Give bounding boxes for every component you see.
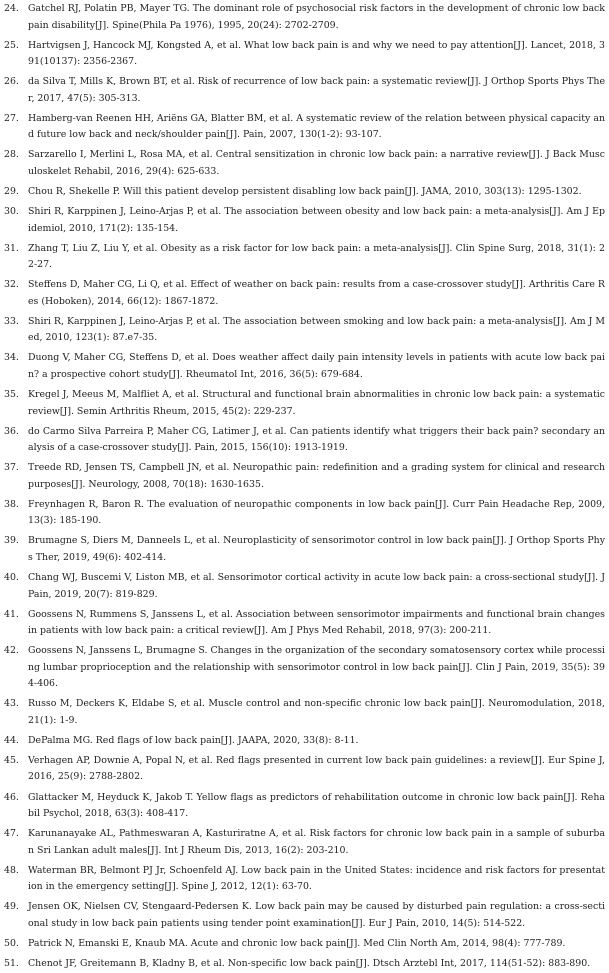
reference-number: 30.	[4, 206, 19, 218]
reference-text: da Silva T, Mills K, Brown BT, et al. Risk of recurrence of low back pain: a systematic review[J]. J Orthop Sports Phys Ther, 2017, 47(5): 305-313.	[28, 76, 605, 104]
reference-item	[4, 277, 605, 310]
reference-text: DePalma MG. Red flags of low back pain[J]. JAAPA, 2020, 33(8): 8-11.	[28, 734, 359, 746]
reference-item	[4, 936, 605, 953]
reference-item	[4, 899, 605, 932]
reference-text: Freynhagen R, Baron R. The evaluation of neuropathic components in low back pain[J]. Curr Pain Headache Rep, 2009, 13(3): 185-190.	[28, 498, 605, 527]
reference-item	[4, 204, 605, 237]
reference-item	[4, 790, 605, 823]
reference-text: Patrick N, Emanski E, Knaub MA. Acute and chronic low back pain[J]. Med Clin North Am, 2014, 98(4): 777-789.	[28, 937, 566, 949]
reference-text: Treede RD, Jensen TS, Campbell JN, et al. Neuropathic pain: redefinition and a grading system for clinical and research purposes[J]. Neurology, 2008, 70(18): 1630-1635.	[28, 462, 605, 490]
reference-number: 31.	[4, 242, 19, 254]
reference-text: Goossens N, Janssens L, Brumagne S. Changes in the organization of the secondary somatosensory cortex while processing lumbar proprioception and the relationship with sensorimotor control in low back pain[J]. Clin J Pain, 2019, 35(5): 394-406.	[28, 645, 605, 690]
reference-item	[4, 533, 605, 566]
reference-number: 39.	[4, 535, 19, 547]
reference-text: Shiri R, Karppinen J, Leino-Arjas P, et al. The association between obesity and low back pain: a meta-analysis[J]. Am J Epidemiol, 2010, 171(2): 135-154.	[28, 206, 605, 234]
reference-text: Glattacker M, Heyduck K, Jakob T. Yellow flags as predictors of rehabilitation outcome in chronic low back pain[J]. Rehabil Psychol, 2018, 63(3): 408-417.	[28, 791, 605, 820]
reference-text: Shiri R, Karppinen J, Leino-Arjas P, et al. The association between smoking and low back pain: a meta-analysis[J]. Am J Med, 2010, 123(1): 87.e7-35.	[28, 315, 605, 344]
reference-text: Sarzarello I, Merlini L, Rosa MA, et al. Central sensitization in chronic low back pain: a narrative review[J]. J Back Musculoskelet Rehabil, 2016, 29(4): 625-633.	[28, 149, 605, 177]
reference-number: 27.	[4, 112, 19, 124]
reference-item	[4, 38, 605, 71]
reference-number: 29.	[4, 185, 19, 197]
reference-item	[4, 424, 605, 457]
reference-item	[4, 753, 605, 786]
reference-number: 37.	[4, 462, 19, 474]
reference-item	[4, 350, 605, 383]
reference-number: 45.	[4, 754, 19, 766]
reference-item	[4, 826, 605, 859]
reference-text: Zhang T, Liu Z, Liu Y, et al. Obesity as a risk factor for low back pain: a meta-analysis[J]. Clin Spine Surg, 2018, 31(1): 22-27.	[28, 242, 605, 271]
reference-item	[4, 956, 605, 973]
reference-number: 40.	[4, 572, 19, 583]
reference-item	[4, 643, 605, 693]
reference-number: 49.	[4, 901, 19, 913]
reference-text: Gatchel RJ, Polatin PB, Mayer TG. The dominant role of psychosocial risk factors in the development of chronic low back pain disability[J]. Spine(Phila Pa 1976), 1995, 20(24): 2702-2709.	[28, 3, 605, 31]
reference-number: 35.	[4, 389, 19, 401]
reference-number: 28.	[4, 149, 19, 161]
reference-text: Duong V, Maher CG, Steffens D, et al. Does weather affect daily pain intensity levels in patients with acute low back pain? a prospective cohort study[J]. Rheumatol Int, 2016, 36(5): 679-684.	[28, 352, 605, 380]
reference-text: Waterman BR, Belmont PJ Jr, Schoenfeld AJ. Low back pain in the United States: incidence and risk factors for presentation in the emergency setting[J]. Spine J, 2012, 12(1): 63-70.	[28, 864, 605, 893]
reference-text: Kregel J, Meeus M, Malfliet A, et al. Structural and functional brain abnormalities in chronic low back pain: a systematic review[J]. Semin Arthritis Rheum, 2015, 45(2): 229-237.	[28, 389, 605, 417]
reference-number: 41.	[4, 608, 19, 620]
reference-item	[4, 607, 605, 640]
reference-text: Verhagen AP, Downie A, Popal N, et al. Red flags presented in current low back pain guidelines: a review[J]. Eur Spine J, 2016, 25(9): 2788-2802.	[28, 754, 605, 783]
reference-number: 34.	[4, 352, 19, 364]
reference-item	[4, 1, 605, 34]
reference-number: 50.	[4, 937, 19, 949]
reference-number: 24.	[4, 3, 19, 14]
reference-item	[4, 733, 605, 750]
reference-text: Jensen OK, Nielsen CV, Stengaard-Pedersen K. Low back pain may be caused by disturbed pain regulation: a cross-sectional study in low back pain patients using tender point examination[J]. Eur J Pain, 2010, 14(5): 514-522.	[28, 901, 605, 929]
reference-item	[4, 696, 605, 729]
reference-text: Chang WJ, Buscemi V, Liston MB, et al. Sensorimotor cortical activity in acute low back pain: a cross-sectional study[J]. J Pain, 2019, 20(7): 819-829.	[28, 572, 605, 600]
reference-number: 38.	[4, 498, 19, 510]
reference-item	[4, 241, 605, 274]
reference-number: 25.	[4, 39, 19, 51]
reference-item	[4, 111, 605, 144]
reference-text: Chou R, Shekelle P. Will this patient develop persistent disabling low back pain[J]. JAMA, 2010, 303(13): 1295-1302.	[28, 185, 582, 197]
reference-text: Chenot JF, Greitemann B, Kladny B, et al. Non-specific low back pain[J]. Dtsch Arztebl Int, 2017, 114(51-52): 883-890.	[28, 958, 591, 970]
reference-text: Steffens D, Maher CG, Li Q, et al. Effect of weather on back pain: results from a case-crossover study[J]. Arthritis Care Res (Hoboken), 2014, 66(12): 1867-1872.	[28, 279, 605, 307]
reference-item	[4, 147, 605, 180]
reference-item	[4, 570, 605, 603]
reference-item	[4, 74, 605, 107]
reference-number: 46.	[4, 791, 19, 803]
reference-item	[4, 497, 605, 530]
reference-number: 43.	[4, 698, 19, 710]
reference-text: Hamberg-van Reenen HH, Ariëns GA, Blatter BM, et al. A systematic review of the relation between physical capacity and future low back and neck/shoulder pain[J]. Pain, 2007, 130(1-2): 93-107.	[28, 112, 605, 141]
reference-item	[4, 460, 605, 493]
reference-item	[4, 863, 605, 896]
reference-number: 26.	[4, 76, 19, 88]
reference-number: 42.	[4, 645, 19, 657]
reference-number: 48.	[4, 864, 19, 876]
reference-item	[4, 387, 605, 420]
reference-text: Hartvigsen J, Hancock MJ, Kongsted A, et al. What low back pain is and why we need to pay attention[J]. Lancet, 2018, 391(10137): 2356-2367.	[28, 39, 605, 68]
reference-number: 33.	[4, 315, 19, 327]
reference-number: 44.	[4, 734, 19, 746]
reference-text: Brumagne S, Diers M, Danneels L, et al. Neuroplasticity of sensorimotor control in low back pain[J]. J Orthop Sports Phys Ther, 2019, 49(6): 402-414.	[28, 535, 605, 563]
reference-text: Karunanayake AL, Pathmeswaran A, Kasturiratne A, et al. Risk factors for chronic low back pain in a sample of suburban Sri Lankan adult males[J]. Int J Rheum Dis, 2013, 16(2): 203-210.	[28, 828, 605, 856]
reference-number: 51.	[4, 958, 19, 970]
reference-item	[4, 314, 605, 347]
reference-number: 36.	[4, 425, 19, 437]
reference-number: 32.	[4, 279, 19, 291]
reference-text: Russo M, Deckers K, Eldabe S, et al. Muscle control and non-specific chronic low back pain[J]. Neuromodulation, 2018, 21(1): 1-9.	[28, 698, 605, 726]
reference-number: 47.	[4, 828, 19, 840]
reference-text: do Carmo Silva Parreira P, Maher CG, Latimer J, et al. Can patients identify what triggers their back pain? secondary analysis of a case-crossover study[J]. Pain, 2015, 156(10): 1913-1919.	[28, 425, 605, 454]
reference-text: Goossens N, Rummens S, Janssens L, et al. Association between sensorimotor impairments and functional brain changes in patients with low back pain: a critical review[J]. Am J Phys Med Rehabil, 2018, 97(3): 200-211.	[28, 608, 605, 637]
reference-item	[4, 184, 605, 201]
